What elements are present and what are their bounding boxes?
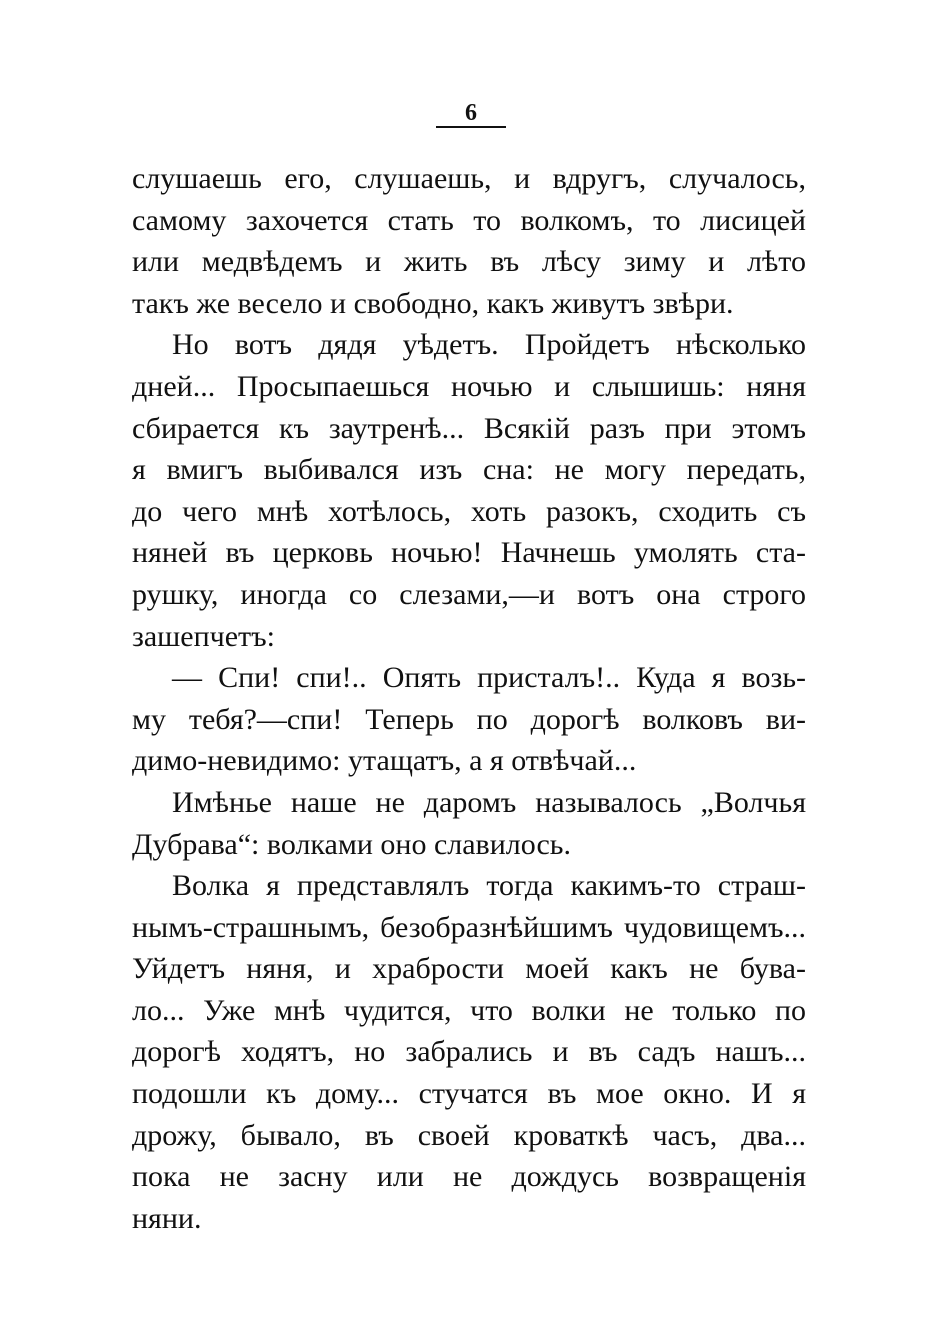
text-line: димо-невидимо: утащатъ, а я отвѣчай... [132,744,637,778]
text-line: Дубрава“: волками оно славилось. [132,827,571,861]
text-line: я вмигъ выбивался изъ сна: не могу передать, [132,453,806,487]
text-line: му тебя?—спи! Теперь по дорогѣ волковъ ви- [132,702,806,736]
text-line: рушку, иногда со слезами,—и вотъ она строго [132,577,806,611]
text-line: дрожу, бывало, въ своей кроваткѣ часъ, два... [132,1118,806,1152]
text-line: ло... Уже мнѣ чудится, что волки не только по [132,993,806,1027]
text-line: Волка я представлялъ тогда какимъ-то страш- [172,869,806,903]
text-line: Уйдетъ няня, и храбрости моей какъ не бува- [132,952,806,986]
text-line: сбирается къ заутренѣ... Всякій разъ при этомъ [132,411,806,445]
text-line: дорогѣ ходятъ, но забрались и въ садъ нашъ... [132,1035,806,1069]
text-line: дней... Просыпаешься ночью и слышишь: няня [132,369,806,403]
text-line: такъ же весело и свободно, какъ живутъ звѣри. [132,286,734,320]
text-line: пока не засну или не дождусь возвращенія [132,1160,806,1194]
text-line: или медвѣдемъ и жить въ лѣсу зиму и лѣто [132,245,806,279]
body-text [132,158,806,1239]
text-line: подошли къ дому... стучатся въ мое окно. И я [132,1077,806,1111]
text-line: няни. [132,1201,202,1235]
text-line: зашепчетъ: [132,619,275,653]
text-line: Но вотъ дядя уѣдетъ. Пройдетъ нѣсколько [172,328,806,362]
text-line: нымъ-страшнымъ, безобразнѣйшимъ чудовищемъ... [132,910,806,944]
text-line: до чего мнѣ хотѣлось, хоть разокъ, сходить съ [132,494,806,528]
page-number: 6 [465,100,477,126]
text-line: самому захочется стать то волкомъ, то лисицей [132,203,806,237]
text-line: — Спи! спи!.. Опять присталъ!.. Куда я возь- [172,661,806,695]
text-line: слушаешь его, слушаешь, и вдругъ, случалось, [132,162,806,195]
text-line: няней въ церковь ночью! Начнешь умолять ста- [132,536,806,570]
text-line: Имѣнье наше не даромъ называлось „Волчья [172,785,806,819]
page-number-rule [436,126,506,128]
